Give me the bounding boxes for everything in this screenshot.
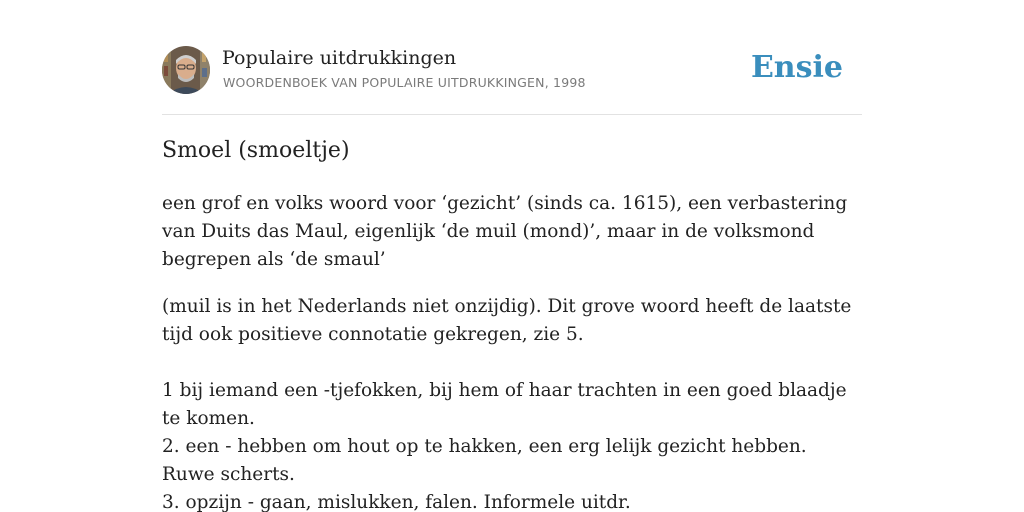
definition-paragraph: een grof en volks woord voor ‘gezicht’ (sinds ca. 1615), een verbastering van Duits das Maul, eigenlijk ‘de muil (mond)’, maar in de volksmond begrepen als ‘de smaul’ (162, 193, 848, 270)
definition-paragraph: (muil is in het Nederlands niet onzijdig). Dit grove woord heeft de laatste tijd ook positieve connotatie gekregen, zie 5. (162, 296, 852, 345)
list-item: 3. opzijn - gaan, mislukken, falen. Informele uitdr. (162, 492, 631, 512)
source-title[interactable]: Populaire uitdrukkingen (222, 47, 457, 69)
source-header (162, 46, 862, 115)
entry-title: Smoel (smoeltje) (162, 138, 350, 163)
author-photo-icon (162, 46, 210, 94)
list-item: 2. een - hebben om hout op te hakken, een erg lelijk gezicht hebben. Ruwe scherts. (162, 436, 807, 485)
ensie-logo[interactable]: Ensie (750, 50, 843, 85)
author-avatar[interactable] (162, 46, 210, 94)
list-item: 1 bij iemand een -tjefokken, bij hem of haar trachten in een goed blaadje te komen. (162, 380, 847, 429)
source-subtitle: WOORDENBOEK VAN POPULAIRE UITDRUKKINGEN, 1998 (223, 75, 586, 90)
entry-content (162, 190, 862, 512)
